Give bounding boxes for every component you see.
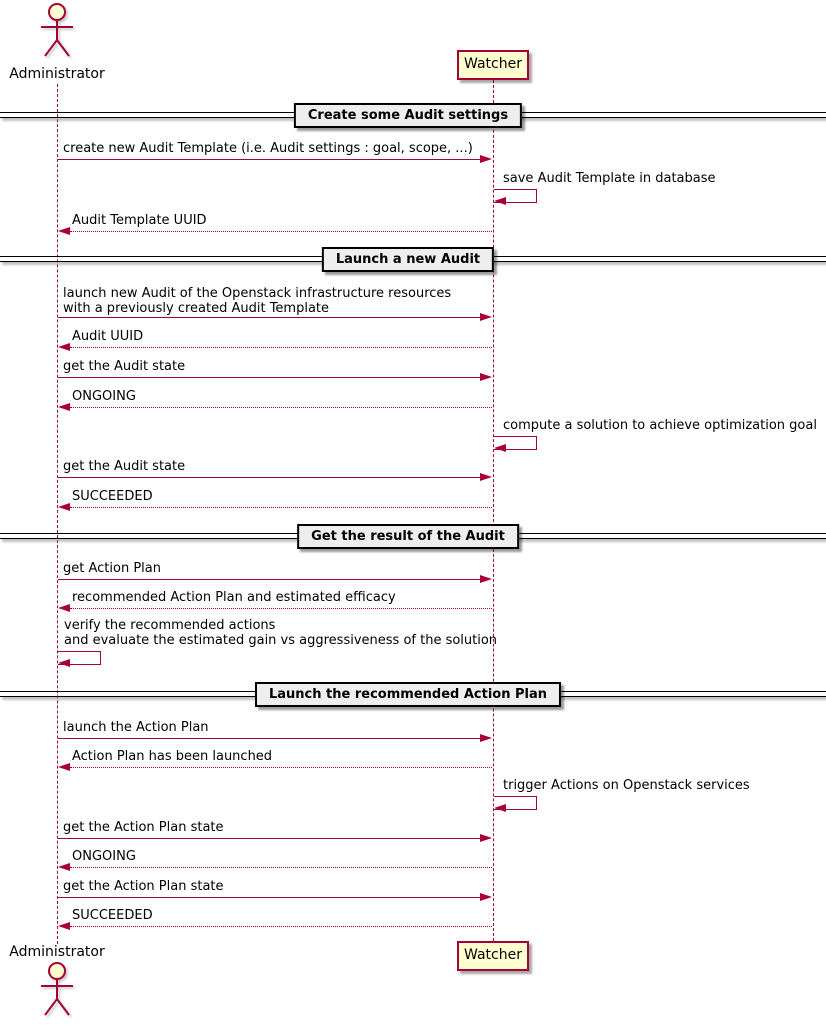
arrowhead-left-icon: [494, 197, 506, 205]
arrowhead-left-icon: [494, 804, 506, 812]
return-line: [70, 867, 492, 868]
administrator-label-top: Administrator: [9, 66, 105, 82]
message-text: get the Action Plan state: [63, 879, 224, 894]
message-line: [58, 477, 481, 478]
message-text-line2: and evaluate the estimated gain vs aggressiveness of the solution: [64, 633, 498, 648]
message-text: compute a solution to achieve optimization goal: [503, 418, 817, 433]
return-line: [70, 608, 492, 609]
arrowhead-left-icon: [58, 863, 70, 871]
divider-launch-action-plan: Launch the recommended Action Plan: [255, 682, 561, 707]
message-text: SUCCEEDED: [72, 908, 153, 923]
message-text: Audit UUID: [72, 329, 144, 344]
message-text: get the Action Plan state: [63, 820, 224, 835]
return-line: [70, 926, 492, 927]
message-text: ONGOING: [72, 849, 136, 864]
message-text: save Audit Template in database: [503, 171, 716, 186]
divider-get-audit-result: Get the result of the Audit: [297, 524, 519, 549]
administrator-label-bottom: Administrator: [9, 944, 105, 960]
return-line: [70, 507, 492, 508]
divider-create-audit-settings: Create some Audit settings: [294, 103, 522, 128]
message-text-line1: verify the recommended actions: [64, 618, 276, 633]
message-text: create new Audit Template (i.e. Audit settings : goal, scope, ...): [63, 141, 473, 156]
arrowhead-right-icon: [480, 373, 492, 381]
message-line: [58, 838, 481, 839]
arrowhead-right-icon: [480, 473, 492, 481]
arrowhead-left-icon: [58, 503, 70, 511]
return-line: [70, 347, 492, 348]
arrowhead-right-icon: [480, 834, 492, 842]
message-line: [58, 579, 481, 580]
arrowhead-right-icon: [480, 734, 492, 742]
arrowhead-left-icon: [58, 343, 70, 351]
return-line: [70, 231, 492, 232]
divider-launch-new-audit: Launch a new Audit: [322, 247, 494, 272]
arrowhead-left-icon: [58, 763, 70, 771]
arrowhead-left-icon: [494, 444, 506, 452]
message-text: Audit Template UUID: [72, 213, 207, 228]
message-text: get Action Plan: [63, 561, 161, 576]
message-text-line2: with a previously created Audit Template: [63, 301, 330, 316]
message-text: get the Audit state: [63, 359, 186, 374]
arrowhead-left-icon: [58, 659, 70, 667]
message-text: recommended Action Plan and estimated efficacy: [72, 590, 396, 605]
administrator-lifeline: [57, 84, 58, 944]
watcher-box-bottom: Watcher: [457, 941, 529, 971]
message-line: [58, 738, 481, 739]
message-text: get the Audit state: [63, 459, 186, 474]
message-text: ONGOING: [72, 389, 136, 404]
message-text: SUCCEEDED: [72, 489, 153, 504]
message-line: [58, 377, 481, 378]
message-text-line1: launch new Audit of the Openstack infrastructure resources: [63, 286, 452, 301]
arrowhead-right-icon: [480, 575, 492, 583]
message-text: trigger Actions on Openstack services: [503, 778, 750, 793]
arrowhead-left-icon: [58, 604, 70, 612]
administrator-actor-icon: [35, 961, 79, 1023]
arrowhead-left-icon: [58, 922, 70, 930]
arrowhead-right-icon: [480, 155, 492, 163]
message-text: [64, 618, 497, 648]
message-line: [58, 317, 481, 318]
message-text: [63, 286, 451, 316]
watcher-box-top: Watcher: [457, 50, 529, 80]
return-line: [70, 767, 492, 768]
arrowhead-left-icon: [58, 227, 70, 235]
message-line: [58, 897, 481, 898]
arrowhead-left-icon: [58, 403, 70, 411]
message-line: [58, 159, 481, 160]
arrowhead-right-icon: [480, 313, 492, 321]
administrator-actor-icon: [35, 2, 79, 64]
message-text: Action Plan has been launched: [72, 749, 273, 764]
arrowhead-right-icon: [480, 893, 492, 901]
message-text: launch the Action Plan: [63, 720, 209, 735]
return-line: [70, 407, 492, 408]
